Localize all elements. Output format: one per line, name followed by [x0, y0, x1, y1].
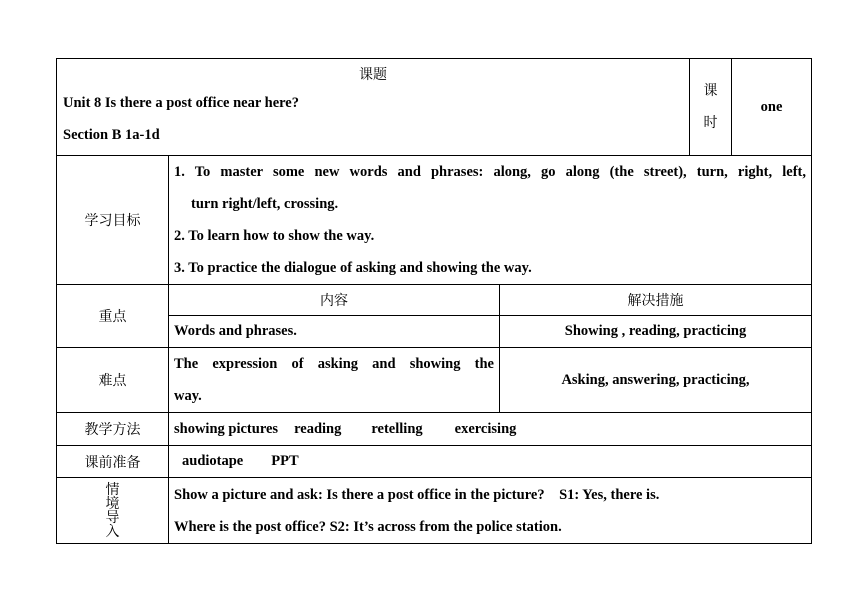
period-label-cell	[690, 59, 732, 156]
preparation-item: audiotape	[182, 453, 244, 469]
lead-in-char-4: 入	[105, 523, 120, 540]
key-points-solution: Showing , reading, practicing	[500, 316, 812, 348]
objective-item: 1. To master some new words and phrases: along, go along (the street), turn, right, left,	[174, 164, 806, 180]
key-points-header-row	[57, 285, 812, 316]
lead-in-char-1: 情	[105, 481, 120, 498]
key-points-row	[57, 316, 812, 348]
lead-in-row	[57, 478, 812, 544]
difficulties-content	[169, 348, 500, 413]
method-item: showing pictures	[174, 420, 279, 437]
key-points-content: Words and phrases.	[169, 316, 500, 348]
objectives-cell	[169, 156, 812, 285]
lesson-plan-table	[56, 58, 812, 544]
methods-cell	[169, 413, 812, 446]
period-label-char-2: 时	[703, 115, 718, 131]
solution-column-header: 解决措施	[500, 285, 812, 316]
lead-in-char-2: 境	[105, 495, 120, 512]
section-title: Section B 1a-1d	[63, 127, 160, 143]
objective-item: turn right/left, crossing.	[191, 196, 339, 212]
lead-in-cell	[169, 478, 812, 544]
difficulties-line-1: The expression of asking and showing the	[174, 356, 494, 372]
key-points-label: 重点	[57, 285, 169, 348]
difficulties-label: 难点	[57, 348, 169, 413]
objective-item: 3. To practice the dialogue of asking and showing the way.	[174, 260, 532, 276]
header-row	[57, 59, 812, 156]
period-value: one	[732, 59, 812, 156]
lead-in-line-1: Show a picture and ask: Is there a post office in the picture? S1: Yes, there is.	[174, 486, 660, 503]
preparation-item: PPT	[271, 453, 299, 469]
preparation-row	[57, 446, 812, 478]
content-column-header: 内容	[169, 285, 500, 316]
topic-cell	[57, 59, 690, 156]
difficulties-solution: Asking, answering, practicing,	[500, 348, 812, 413]
unit-title: Unit 8 Is there a post office near here?	[63, 95, 299, 111]
lead-in-line-2: Where is the post office? S2: It’s across from the police station.	[174, 518, 562, 535]
preparation-label: 课前准备	[57, 446, 169, 478]
preparation-cell	[169, 446, 812, 478]
lead-in-label	[57, 478, 169, 544]
lead-in-char-3: 导	[105, 509, 120, 526]
method-item: reading	[294, 420, 342, 437]
objectives-row	[57, 156, 812, 285]
objective-item: 2. To learn how to show the way.	[174, 228, 375, 244]
methods-label: 教学方法	[57, 413, 169, 446]
period-label-char-1: 课	[703, 83, 718, 99]
topic-label: 课题	[359, 67, 387, 83]
method-item: retelling	[371, 420, 423, 437]
methods-row	[57, 413, 812, 446]
difficulties-line-2: way.	[174, 388, 202, 404]
difficulties-row	[57, 348, 812, 413]
method-item: exercising	[454, 420, 517, 437]
objectives-label: 学习目标	[57, 156, 169, 285]
